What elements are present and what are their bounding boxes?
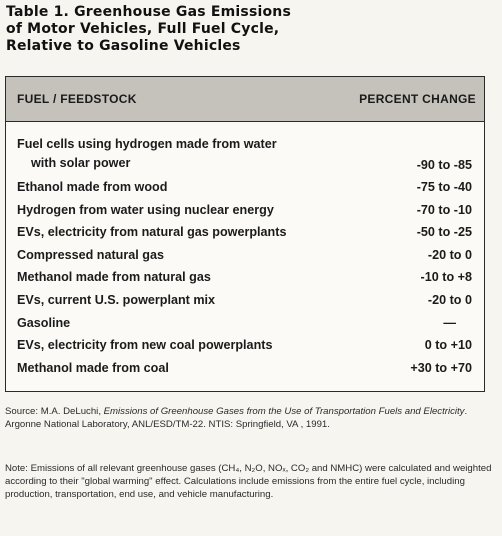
table-row: [6, 244, 484, 267]
row-label: Gasoline: [17, 315, 71, 330]
source-work-title: Emissions of Greenhouse Gases from the Use of Transportation Fuels and Electricity: [103, 406, 465, 417]
row-value: -10 to +8: [420, 270, 472, 285]
methodology-note: Note: Emissions of all relevant greenhouse gases (CH₄, N₂O, NOₓ, CO₂ and NMHC) were calculated and weighted according to their "global warming" effect. Calculations include emissions from the entire fuel cycle, including production, transportation, end use, and vehicle manufacturing.: [5, 463, 492, 500]
table-row: [6, 266, 484, 289]
table-row: [6, 334, 484, 357]
table-title-line-3: Relative to Gasoline Vehicles: [6, 38, 241, 54]
table-row: [6, 133, 484, 176]
row-value: -50 to -25: [416, 225, 472, 240]
table-row: [6, 312, 484, 335]
source-citation: [5, 405, 490, 431]
table-title-line-2: of Motor Vehicles, Full Fuel Cycle,: [6, 21, 280, 37]
row-label-line-2: with solar power: [31, 156, 131, 170]
emissions-table: [5, 76, 485, 392]
row-label: [17, 135, 377, 173]
column-header-fuel-feedstock: FUEL / FEEDSTOCK: [17, 92, 137, 106]
row-label: Hydrogen from water using nuclear energy: [17, 202, 274, 217]
row-label: EVs, electricity from new coal powerplants: [17, 338, 273, 353]
table-body: [6, 133, 484, 379]
row-value: -20 to 0: [427, 292, 472, 307]
table-row: [6, 199, 484, 222]
table-row: [6, 289, 484, 312]
table-row: [6, 176, 484, 199]
row-label-line-1: Fuel cells using hydrogen made from water: [17, 137, 277, 151]
column-header-percent-change: PERCENT CHANGE: [359, 92, 476, 106]
row-value: +30 to +70: [410, 360, 472, 375]
row-label: Ethanol made from wood: [17, 180, 168, 194]
source-prefix: Source: M.A. DeLuchi,: [5, 406, 104, 417]
row-label: EVs, current U.S. powerplant mix: [17, 292, 216, 307]
row-value: -90 to -85: [416, 158, 472, 172]
row-label: Compressed natural gas: [17, 247, 164, 262]
row-value: -75 to -40: [416, 180, 472, 194]
row-value: -20 to 0: [427, 247, 472, 262]
table-row: [6, 221, 484, 244]
table-row: [6, 357, 484, 380]
source-suffix: . Argonne National Laboratory, ANL/ESD/TM-22. NTIS: Springfield, VA , 1991.: [5, 406, 468, 430]
row-value: —: [443, 315, 456, 330]
table-header: [6, 77, 484, 122]
table-title: [6, 4, 476, 55]
row-value: -70 to -10: [416, 202, 472, 217]
row-label: Methanol made from natural gas: [17, 270, 211, 285]
table-title-line-1: Table 1. Greenhouse Gas Emissions: [6, 4, 292, 20]
row-label: EVs, electricity from natural gas powerplants: [17, 225, 287, 240]
row-label: Methanol made from coal: [17, 360, 169, 375]
row-value: 0 to +10: [424, 338, 472, 353]
